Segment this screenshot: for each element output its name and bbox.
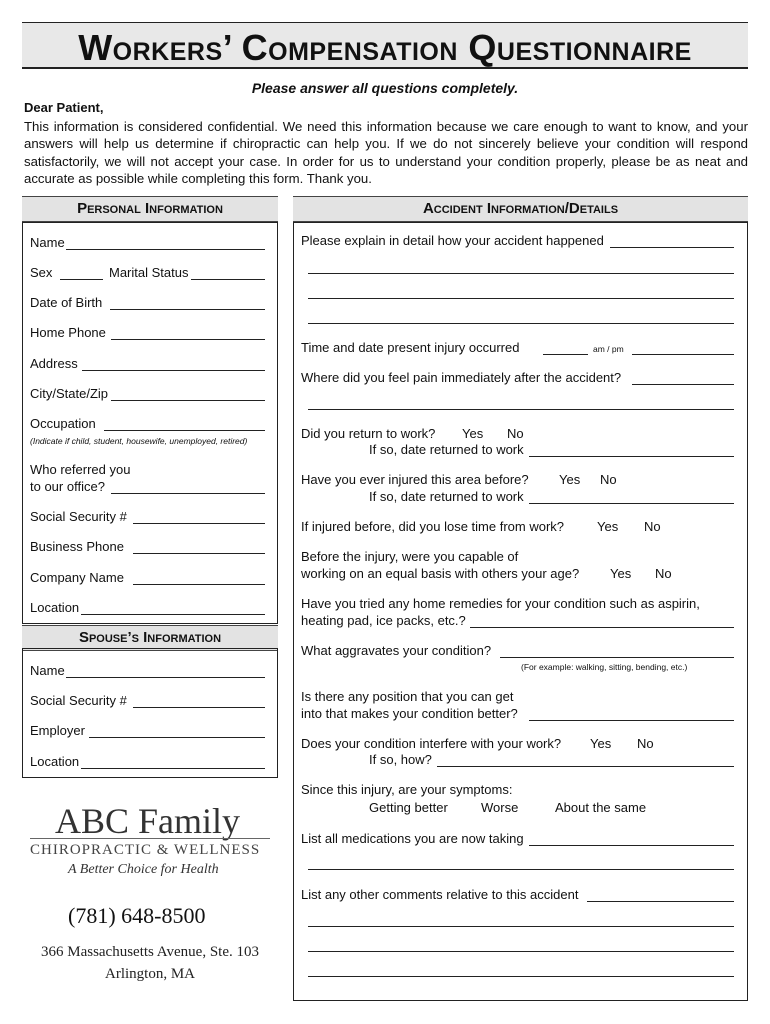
occupation-note: (Indicate if child, student, housewife, unemployed, retired) (30, 436, 248, 446)
interfere-how-label: If so, how? (369, 752, 432, 767)
city-label: City/State/Zip (30, 386, 109, 401)
interfere-yes[interactable]: Yes (590, 736, 612, 751)
return-work-label: Did you return to work? (301, 426, 436, 441)
capable-label-2: working on an equal basis with others your age? (301, 566, 580, 581)
remedies-label-1: Have you tried any home remedies for your condition such as aspirin, (301, 596, 700, 611)
business-phone-label: Business Phone (30, 539, 124, 554)
injured-return-date-field[interactable] (529, 503, 734, 504)
logo-divider (30, 838, 270, 839)
lose-time-label: If injured before, did you lose time from work? (301, 519, 565, 534)
symptom-same[interactable]: About the same (555, 800, 647, 815)
time-label: Time and date present injury occurred (301, 340, 520, 355)
personal-info-header: Personal Information (22, 196, 278, 222)
symptom-better[interactable]: Getting better (369, 800, 448, 815)
spouse-location-label: Location (30, 754, 80, 769)
comments-field-1[interactable] (587, 901, 734, 902)
ssn-label: Social Security # (30, 509, 127, 524)
explain-label: Please explain in detail how your accident happened (301, 233, 604, 248)
pain-label: Where did you feel pain immediately after the accident? (301, 370, 622, 385)
name-label: Name (30, 235, 65, 250)
spouse-employer-field[interactable] (89, 737, 265, 738)
position-label-1: Is there any position that you can get (301, 689, 514, 704)
comments-field-2[interactable] (308, 926, 734, 927)
occupation-field[interactable] (104, 430, 265, 431)
ampm-label: am / pm (593, 344, 624, 354)
location-label: Location (30, 600, 80, 615)
pain-field-1[interactable] (632, 384, 734, 385)
interfere-label: Does your condition interfere with your work? (301, 736, 562, 751)
clinic-subtitle: CHIROPRACTIC & WELLNESS (30, 842, 261, 858)
position-label-2: into that makes your condition better? (301, 706, 518, 721)
spouse-info-header: Spouse’s Information (22, 625, 278, 651)
name-field[interactable] (66, 249, 265, 250)
clinic-address-2: Arlington, MA (105, 966, 195, 982)
pain-field-2[interactable] (308, 409, 734, 410)
capable-no[interactable]: No (655, 566, 672, 581)
position-field[interactable] (529, 720, 734, 721)
aggravates-example: (For example: walking, sitting, bending, etc.) (521, 662, 688, 672)
referred-label-1: Who referred you (30, 462, 131, 477)
intro-paragraph: This information is considered confidential. We need this information because we care enough to want to know, and your answers will help us determine if chiropractic can help you. If we do not sincerely believe your condition will respond satisfactorily, we will not accept your case. In order for us to understand your condition properly, please be as neat and accurate as possible while completing this form. Thank you. (24, 119, 748, 186)
return-work-yes[interactable]: Yes (462, 426, 484, 441)
clinic-name: ABC Family (55, 801, 241, 841)
marital-status-field[interactable] (191, 279, 265, 280)
lose-time-no[interactable]: No (644, 519, 661, 534)
aggravates-label: What aggravates your condition? (301, 643, 492, 658)
explain-field-3[interactable] (308, 298, 734, 299)
ssn-field[interactable] (133, 523, 265, 524)
symptom-worse[interactable]: Worse (481, 800, 519, 815)
capable-label-1: Before the injury, were you capable of (301, 549, 519, 564)
comments-label: List any other comments relative to this accident (301, 887, 579, 902)
referred-field[interactable] (111, 493, 265, 494)
return-work-no[interactable]: No (507, 426, 524, 441)
company-field[interactable] (133, 584, 265, 585)
location-field[interactable] (81, 614, 265, 615)
spouse-ssn-field[interactable] (133, 707, 265, 708)
comments-field-3[interactable] (308, 951, 734, 952)
explain-field-4[interactable] (308, 323, 734, 324)
page-title: Workers’ Compensation Questionnaire (78, 27, 692, 68)
clinic-phone: (781) 648-8500 (68, 903, 206, 928)
medications-label: List all medications you are now taking (301, 831, 524, 846)
injured-before-no[interactable]: No (600, 472, 617, 487)
spouse-location-field[interactable] (81, 768, 265, 769)
comments-field-4[interactable] (308, 976, 734, 977)
spouse-employer-label: Employer (30, 723, 85, 738)
injured-before-label: Have you ever injured this area before? (301, 472, 529, 487)
aggravates-field[interactable] (500, 657, 734, 658)
accident-info-header: Accident Information/Details (293, 196, 748, 222)
injured-return-date-label: If so, date returned to work (369, 489, 524, 504)
return-date-label: If so, date returned to work (369, 442, 524, 457)
home-phone-label: Home Phone (30, 325, 106, 340)
lose-time-yes[interactable]: Yes (597, 519, 619, 534)
time-field[interactable] (543, 354, 588, 355)
medications-field-2[interactable] (308, 869, 734, 870)
interfere-how-field[interactable] (437, 766, 734, 767)
business-phone-field[interactable] (133, 553, 265, 554)
company-label: Company Name (30, 570, 124, 585)
spouse-name-label: Name (30, 663, 65, 678)
clinic-address-1: 366 Massachusetts Avenue, Ste. 103 (40, 944, 260, 960)
explain-field-1[interactable] (610, 247, 734, 248)
remedies-field[interactable] (470, 627, 734, 628)
interfere-no[interactable]: No (637, 736, 654, 751)
return-date-field[interactable] (529, 456, 734, 457)
remedies-label-2: heating pad, ice packs, etc.? (301, 613, 466, 628)
clinic-tagline: A Better Choice for Health (68, 862, 219, 877)
dob-label: Date of Birth (30, 295, 103, 310)
address-field[interactable] (82, 370, 265, 371)
page-subtitle: Please answer all questions completely. (251, 80, 519, 96)
explain-field-2[interactable] (308, 273, 734, 274)
accident-info-box (293, 222, 748, 1001)
city-field[interactable] (111, 400, 265, 401)
home-phone-field[interactable] (111, 339, 265, 340)
sex-field[interactable] (60, 279, 103, 280)
spouse-ssn-label: Social Security # (30, 693, 127, 708)
capable-yes[interactable]: Yes (610, 566, 632, 581)
referred-label-2: to our office? (30, 479, 105, 494)
address-label: Address (30, 356, 78, 371)
since-label: Since this injury, are your symptoms: (301, 782, 513, 797)
sex-label: Sex (30, 265, 53, 280)
medications-field-1[interactable] (529, 845, 734, 846)
occupation-label: Occupation (30, 416, 96, 431)
salutation: Dear Patient, (24, 100, 104, 115)
spouse-name-field[interactable] (66, 677, 265, 678)
dob-field[interactable] (110, 309, 265, 310)
date-field[interactable] (632, 354, 734, 355)
marital-status-label: Marital Status (109, 265, 189, 280)
injured-before-yes[interactable]: Yes (559, 472, 581, 487)
